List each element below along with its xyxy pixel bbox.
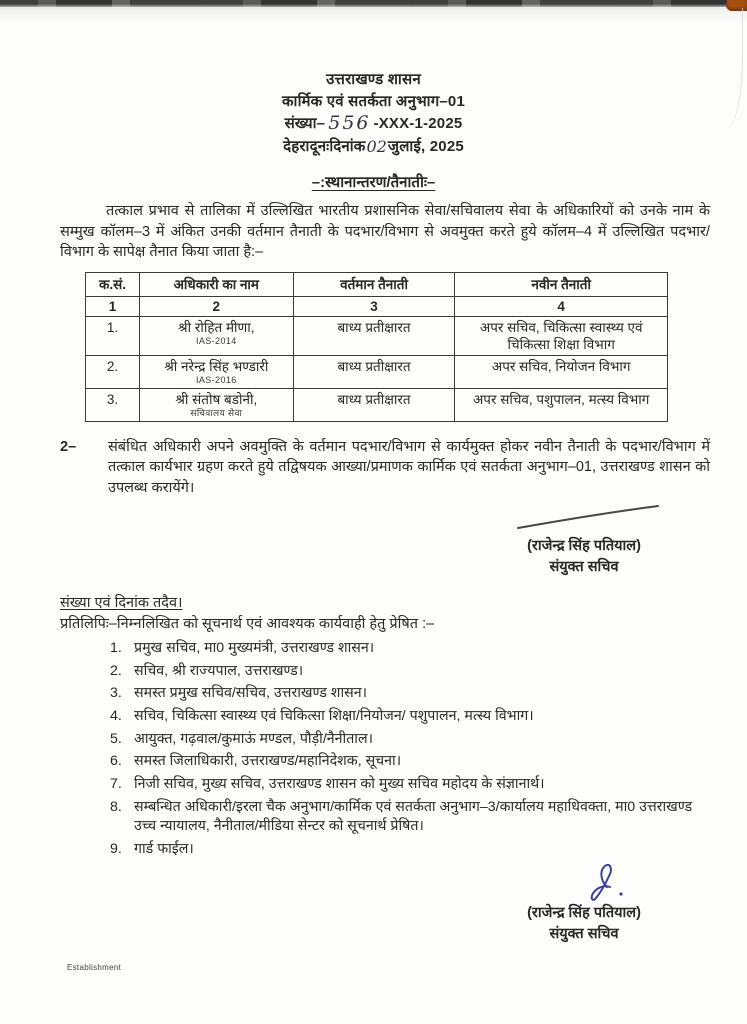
officer-name-cell xyxy=(139,355,293,388)
footer-watermark: Establishment xyxy=(67,963,122,972)
copy-item-text: आयुक्त, गढ़वाल/कुमाऊं मण्डल, पौड़ी/नैनीताल। xyxy=(134,730,373,747)
copy-item-text: समस्त जिलाधिकारी, उत्तराखण्ड/महानिदेशक, सूचना। xyxy=(134,753,402,770)
paragraph-2 xyxy=(60,437,710,499)
place-date-line xyxy=(0,135,747,158)
signatory2-block xyxy=(469,903,699,945)
signature-area xyxy=(0,504,662,534)
copy-item-number: 5. xyxy=(110,730,122,747)
copy-item-number: 2. xyxy=(110,662,122,679)
number-prefix: संख्या– xyxy=(284,115,326,132)
number-suffix: -XXX-1-2025 xyxy=(373,115,463,132)
serial-cell: 3. xyxy=(86,388,140,421)
copy-item-text: निजी सचिव, मुख्य सचिव, उत्तराखण्ड शासन को मुख्य सचिव महोदय के संज्ञानार्थ। xyxy=(134,776,545,793)
current-posting-cell: बाध्य प्रतीक्षारत xyxy=(293,316,455,355)
table-row xyxy=(86,316,668,355)
copy-list xyxy=(110,639,710,860)
new-posting-cell: अपर सचिव, नियोजन विभाग xyxy=(455,355,668,388)
copy-item xyxy=(110,798,710,837)
officer-name: श्री रोहित मीणा, xyxy=(178,319,255,335)
column-number: 4 xyxy=(455,296,668,316)
copy-item-number: 1. xyxy=(110,640,122,656)
signature2-area xyxy=(0,861,637,901)
copy-item-text: गार्ड फाईल। xyxy=(134,841,194,857)
serial-cell: 1. xyxy=(86,316,140,355)
copy-item-text: समस्त प्रमुख सचिव/सचिव, उत्तराखण्ड शासन। xyxy=(134,685,367,702)
copy-item xyxy=(110,684,710,704)
new-posting-cell: अपर सचिव, चिकित्सा स्वास्थ्य एवं चिकित्सा शिक्षा विभाग xyxy=(455,316,668,355)
new-posting-cell: अपर सचिव, पशुपालन, मत्स्य विभाग xyxy=(455,388,668,421)
header-serial: क.सं. xyxy=(86,272,140,296)
department-line: कार्मिक एवं सतर्कता अनुभाग–01 xyxy=(281,92,466,110)
copy-item-text: सम्बन्धित अधिकारी/इरला चैक अनुभाग/कार्मिक एवं सतर्कता अनुभाग–3/कार्यालय महाधिवक्ता, मा0 उत्तराखण्ड उच्च न्यायालय, नैनीताल/मीडिया सेन्टर को सूचनार्थ प्रेषित। xyxy=(134,798,693,835)
number-line xyxy=(0,112,747,135)
table-row xyxy=(86,388,668,421)
letterhead xyxy=(0,69,747,157)
copy-item-number: 4. xyxy=(110,708,122,725)
copy-item-number: 9. xyxy=(110,841,122,857)
number-handwritten: 556 xyxy=(328,112,371,134)
org-name: उत्तराखण्ड शासन xyxy=(326,71,421,88)
copy-item xyxy=(110,662,710,682)
signature-stroke-icon xyxy=(512,504,662,532)
current-posting-cell: बाध्य प्रतीक्षारत xyxy=(293,388,455,421)
opening-paragraph: तत्काल प्रभाव से तालिका में उल्लिखित भारतीय प्रशासनिक सेवा/सचिवालय सेवा के अधिकारियों को उनके नाम के सम्मुख कॉलम–3 में अंकित उनकी वर्तमान तैनाती के पदभार/विभाग से अवमुक्त करते हुये कॉलम–4 में उल्लिखित पदभार/विभाग के सापेक्ष तैनात किया जाता है:– xyxy=(60,203,710,260)
place-date-prefix: देहरादूनःदिनांक xyxy=(283,137,366,155)
signatory-block xyxy=(469,536,699,578)
current-posting-cell: बाध्य प्रतीक्षारत xyxy=(293,355,455,388)
signatory-designation: संयुक्त सचिव xyxy=(549,559,619,575)
clause-text: संबंधित अधिकारी अपने अवमुक्ति के वर्तमान पदभार/विभाग से कार्यमुक्त होकर नवीन तैनाती के पदभार/विभाग में तत्काल कार्यभार ग्रहण करते हुये तद्विषयक आख्या/प्रमाणक कार्मिक एवं सतर्कता अनुभाग–01, उत्तराखण्ड शासन को उपलब्ध करायेंगे। xyxy=(108,438,710,496)
signature-flourish-icon xyxy=(577,861,637,903)
same-number-date-note: संख्या एवं दिनांक तदैव। xyxy=(60,595,183,611)
header-officer-name: अधिकारी का नाम xyxy=(139,272,293,296)
signatory-name: (राजेन्द्र सिंह पतियाल) xyxy=(527,538,641,554)
officer-batch: IAS-2016 xyxy=(195,374,237,385)
clause-marker: 2– xyxy=(60,438,77,455)
table-row xyxy=(86,355,668,388)
copy-item-number: 6. xyxy=(110,753,122,770)
copy-item xyxy=(110,730,710,750)
header-current-posting: वर्तमान तैनाती xyxy=(293,272,455,296)
officer-name: श्री नरेन्द्र सिंह भण्डारी xyxy=(164,358,269,374)
table-header-row xyxy=(86,272,668,296)
copy-item-text: प्रमुख सचिव, मा0 मुख्यमंत्री, उत्तराखण्ड शासन। xyxy=(134,640,375,656)
copy-item xyxy=(110,752,710,772)
place-date-suffix: जुलाई, 2025 xyxy=(387,137,464,155)
copy-item-text: सचिव, चिकित्सा स्वास्थ्य एवं चिकित्सा शिक्षा/नियोजन/ पशुपालन, मत्स्य विभाग। xyxy=(134,708,534,725)
officer-name-cell xyxy=(139,388,293,421)
header-new-posting: नवीन तैनाती xyxy=(455,272,668,296)
subject-title-line xyxy=(0,172,747,192)
copy-item-text: सचिव, श्री राज्यपाल, उत्तराखण्ड। xyxy=(134,662,304,679)
copy-distribution-line: प्रतिलिपिः–निम्नलिखित को सूचनार्थ एवं आवश्यक कार्यवाही हेतु प्रेषित :– xyxy=(60,616,435,632)
officer-batch: सचिवालय सेवा xyxy=(190,407,243,418)
officer-batch: IAS-2014 xyxy=(195,335,237,346)
officer-name-cell xyxy=(139,316,293,355)
copy-item xyxy=(110,639,710,659)
column-number: 2 xyxy=(139,296,293,316)
signatory2-designation: संयुक्त सचिव xyxy=(549,925,619,942)
column-number-row xyxy=(86,296,668,316)
officer-name: श्री संतोष बडोनी, xyxy=(175,391,258,407)
date-handwritten: 02 xyxy=(366,136,387,156)
copy-item-number: 8. xyxy=(110,798,122,815)
copy-item-number: 3. xyxy=(110,685,122,702)
column-number: 3 xyxy=(293,296,455,316)
serial-cell: 2. xyxy=(86,355,140,388)
copy-item-number: 7. xyxy=(110,776,122,793)
copy-item xyxy=(110,707,710,727)
copy-item xyxy=(110,775,710,795)
transfer-table xyxy=(85,272,668,422)
subject-title: –:स्थानान्तरण/तैनातीः– xyxy=(311,174,436,191)
signatory2-name: (राजेन्द्र सिंह पतियाल) xyxy=(527,904,641,921)
copy-item xyxy=(110,840,710,860)
column-number: 1 xyxy=(86,296,140,316)
